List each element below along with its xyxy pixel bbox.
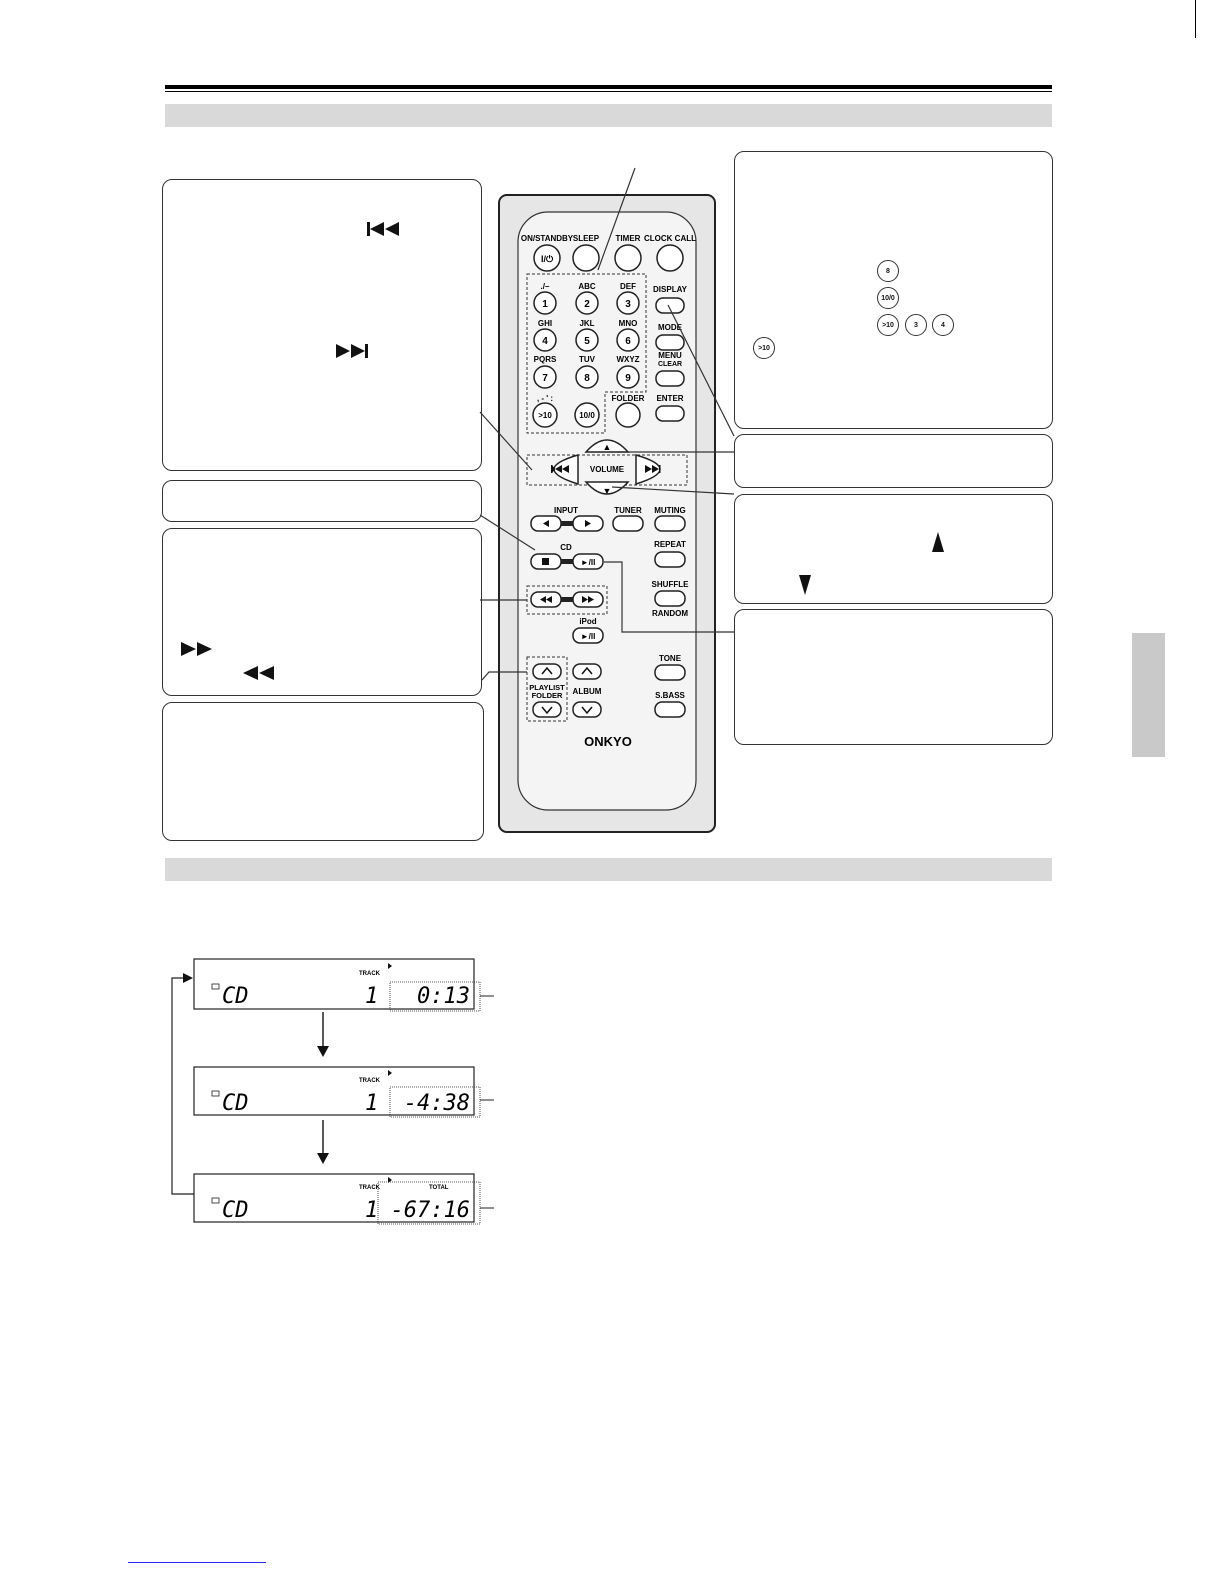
key-6-letters: MNO [618, 319, 638, 328]
brand-logo: ONKYO [584, 734, 632, 749]
key-2-number: 2 [584, 299, 590, 310]
key-5-number: 5 [584, 336, 590, 347]
key-9-number: 9 [625, 373, 631, 384]
volume-label: VOLUME [589, 465, 625, 474]
playlist-folder-label: FOLDER [531, 691, 563, 700]
sbass-label: S.BASS [655, 691, 685, 700]
shuffle-label: SHUFFLE [651, 580, 689, 589]
power-symbol: I/⏻ [540, 254, 554, 264]
mode-label: MODE [658, 323, 682, 332]
lcd-2-track-label: TRACK [359, 1078, 380, 1084]
leader-skip [480, 412, 532, 470]
tuner-label: TUNER [614, 506, 642, 515]
lcd-3-total-label: TOTAL [429, 1185, 449, 1191]
clear-label: CLEAR [657, 361, 683, 368]
cd-label: CD [560, 543, 572, 552]
leader-stop [480, 515, 535, 550]
lcd-display-2 [194, 1067, 494, 1117]
muting-label: MUTING [654, 506, 686, 515]
clock-call-label: CLOCK CALL [644, 234, 696, 243]
key-gt10-number: >10 [538, 411, 552, 420]
gt10-symbol: >10 [753, 337, 775, 359]
leader-playlist [482, 672, 527, 680]
leader-display [668, 305, 734, 436]
input-label: INPUT [554, 506, 578, 515]
key-4-letters: GHI [537, 319, 553, 328]
example-button-4: 4 [932, 314, 954, 336]
timer-label: TIMER [615, 234, 641, 243]
key-7-number: 7 [542, 373, 548, 384]
menu-label: MENU [658, 351, 682, 360]
key-3-number: 3 [625, 299, 631, 310]
leader-volume-down [612, 487, 734, 494]
enter-label: ENTER [656, 394, 684, 403]
example-button-10-0: 10/0 [877, 287, 899, 309]
on-standby-label: ON/STANDBY [520, 234, 574, 243]
lcd-1-time: 0:13 [417, 984, 470, 1009]
lcd-3-track-label: TRACK [359, 1185, 380, 1191]
leader-numbers [598, 168, 635, 270]
album-label: ALBUM [572, 687, 602, 696]
flow-arrow-icon [317, 1046, 329, 1057]
footnote-link-underline [128, 1562, 266, 1563]
repeat-label: REPEAT [654, 540, 686, 549]
leader-play-pause [604, 562, 734, 632]
lcd-1-source: CD [222, 984, 249, 1009]
example-button-8: 8 [877, 260, 899, 282]
section-heading-bar-display [165, 858, 1052, 881]
key-3-letters: DEF [620, 282, 636, 291]
example-button-3: 3 [905, 314, 927, 336]
lcd-3-time: -67:16 [390, 1198, 470, 1223]
random-label: RANDOM [652, 609, 688, 618]
key-8-number: 8 [584, 373, 590, 384]
example-button-gt10: >10 [877, 314, 899, 336]
sleep-label: SLEEP [572, 234, 600, 243]
key-4-number: 4 [542, 336, 548, 347]
lcd-3-source: CD [222, 1198, 249, 1223]
volume-up-arrow: ▲ [602, 442, 612, 452]
lcd-1-track: 1 [365, 984, 379, 1009]
key-gt10-letters: , - ' : [536, 394, 554, 403]
key-7-letters: PQRS [533, 355, 557, 364]
lcd-3-track: 1 [365, 1198, 379, 1223]
display-sequence-diagram [165, 950, 505, 1230]
flow-arrow-icon [183, 973, 193, 983]
key-1-number: 1 [542, 299, 548, 310]
key-1-letters: ./– [540, 282, 550, 291]
key-9-letters: WXYZ [616, 355, 640, 364]
lcd-display-1 [194, 959, 494, 1011]
lcd-2-source: CD [222, 1091, 249, 1116]
folder-label: FOLDER [611, 394, 645, 403]
ipod-play-pause-symbol: ►/II [580, 632, 596, 641]
key-6-number: 6 [625, 336, 631, 347]
flow-arrow-icon [317, 1153, 329, 1164]
tone-label: TONE [658, 654, 682, 663]
cd-play-pause-symbol: ►/II [580, 558, 596, 567]
playlist-label: PLAYLIST [529, 683, 565, 692]
lcd-display-3 [194, 1174, 494, 1224]
volume-down-arrow: ▼ [602, 486, 612, 496]
ipod-label: iPod [579, 617, 597, 626]
lcd-2-track: 1 [365, 1091, 379, 1116]
key-8-letters: TUV [579, 355, 595, 364]
display-label: DISPLAY [653, 285, 687, 294]
key-5-letters: JKL [579, 319, 595, 328]
lcd-1-track-label: TRACK [359, 971, 380, 977]
key-2-letters: ABC [578, 282, 596, 291]
lcd-2-time: -4:38 [403, 1091, 470, 1116]
key-10-0-number: 10/0 [579, 411, 595, 420]
